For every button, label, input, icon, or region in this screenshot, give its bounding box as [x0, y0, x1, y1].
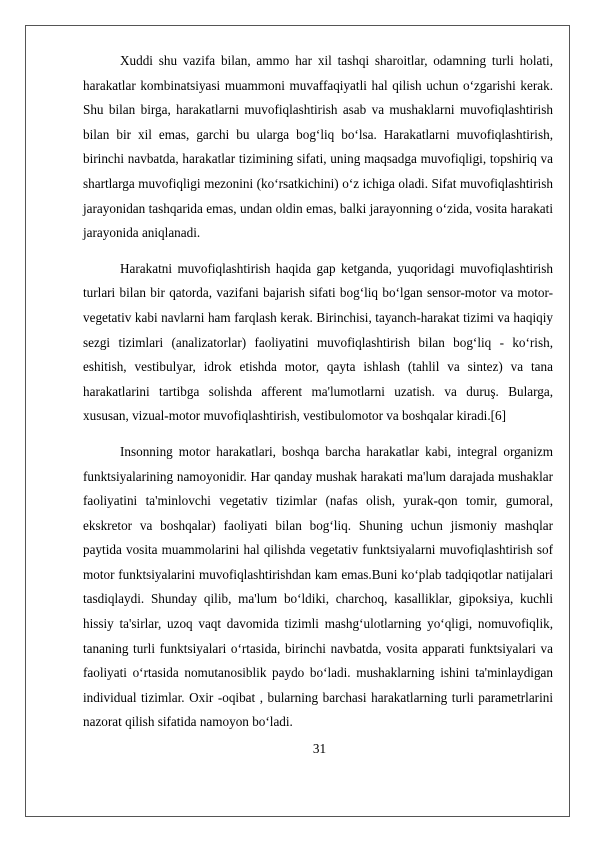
- document-body: [83, 49, 553, 746]
- paragraph-2: Harakatni muvofiqlashtirish haqida gap ketganda, yuqoridagi muvofiqlashtirish turlari bilan bir qatorda, vazifani bajarish sifati bog‘liq bo‘lgan sensor-motor va motor-vegetativ kabi navlarni ham farqlash kerak. Birinchisi, tayanch-harakat tizimi va haqiqiy sezgi tizimlari (analizatorlar) faoliyatini muvofiqlashtirish bilan bog‘liq - ko‘rish, eshitish, vestibulyar, idrok etishda motor, qayta ishlash (tahlil va sintez) va tana harakatlarini tartibga solishda afferent ma'lumotlarni uzatish. va duruş. Bularga, xususan, vizual-motor muvofiqlashtirish, vestibulomotor va boshqalar kiradi.[6]: [83, 260, 553, 424]
- paragraph-1: Xuddi shu vazifa bilan, ammo har xil tashqi sharoitlar, odamning turli holati, harakatlar kombinatsiyasi muammoni muvaffaqiyatli hal qilish uchun o‘zgarishi kerak. Shu bilan birga, harakatlarni muvofiqlashtirish asab va mushaklarni muvofiqlashtirish bilan bir xil emas, garchi bu ularga bog‘liq bo‘lsa. Harakatlarni muvofiqlashtirish, birinchi navbatda, harakatlar tizimining sifati, uning maqsadga muvofiqligi, topshiriq va shartlarga muvofiqligi mezonini (ko‘rsatkichini) o‘z ichiga oladi. Sifat muvofiqlashtirish jarayonidan tashqarida emas, undan oldin emas, balki jarayonning o‘zida, vosita harakati jarayonida aniqlanadi.: [83, 53, 553, 241]
- paragraph-3: Insonning motor harakatlari, boshqa barcha harakatlar kabi, integral organizm funktsiyalarining namoyonidir. Har qanday mushak harakati ma'lum darajada mushaklar faoliyatini ta'minlovchi vegetativ tizimlar (nafas olish, yurak-qon tomir, gumoral, ekskretor va boshqalar) faoliyati bilan bog‘liq. Shuning uchun jismoniy mashqlar paytida vosita muammolarini hal qilishda vegetativ funktsiyalarni muvofiqlashtirish sof motor funktsiyalarini muvofiqlashtirishdan kam emas.Buni ko‘plab tadqiqotlar natijalari tasdiqlaydi. Shunday qilib, ma'lum bo‘ldiki, charchoq, kasalliklar, gipoksiya, kuchli hissiy ta'sirlar, uzoq vaqt davomida tizimli mashg‘ulotlarning yo‘qligi, nomuvofiqlik, tananing turli funktsiyalari o‘rtasida, birinchi navbatda, vosita apparati funktsiyalari va faoliyati o‘rtasida nomutanosiblik paydo bo‘ladi. mushaklarning ishini ta'minlaydigan individual tizimlar. Oxir -oqibat , bularning barchasi harakatlarning turli parametrlarini nazorat qilish sifatida namoyon bo‘ladi.: [83, 443, 553, 730]
- page-number-container: [0, 740, 595, 758]
- page-number: 31: [312, 741, 327, 756]
